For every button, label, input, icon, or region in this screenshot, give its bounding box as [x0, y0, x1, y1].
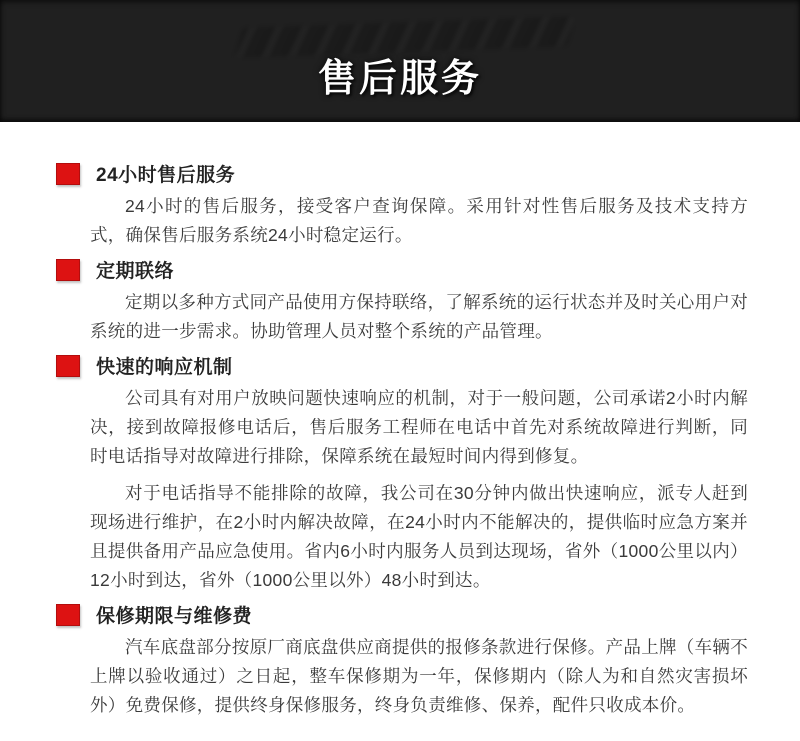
section-heading-row: [56, 603, 748, 627]
section-heading-row: [56, 354, 748, 378]
section-regular-contact: [56, 258, 748, 346]
section-rapid-response: [56, 354, 748, 595]
section-heading-row: [56, 162, 748, 186]
section-warranty-fees: [56, 603, 748, 720]
red-square-bullet-icon: [56, 355, 80, 377]
section-paragraph: 汽车底盘部分按原厂商底盘供应商提供的报修条款进行保修。产品上牌（车辆不上牌以验收通过）之日起，整车保修期为一年，保修期内（除人为和自然灾害损坏外）免费保修，提供终身保修服务，终身负责维修、保养，配件只收成本价。: [90, 637, 748, 715]
watermark: [234, 16, 576, 57]
section-paragraph: 24小时的售后服务，接受客户查询保障。采用针对性售后服务及技术支持方式，确保售后服务系统24小时稳定运行。: [90, 196, 748, 245]
section-heading-row: [56, 258, 748, 282]
page-header-banner: [0, 0, 800, 122]
section-paragraph: 定期以多种方式同产品使用方保持联络，了解系统的运行状态并及时关心用户对系统的进一步需求。协助管理人员对整个系统的产品管理。: [90, 292, 748, 341]
section-24h-service: [56, 162, 748, 250]
section-heading: 保修期限与维修费: [96, 605, 253, 627]
page-title: 售后服务: [317, 58, 482, 100]
red-square-bullet-icon: [56, 259, 80, 281]
red-square-bullet-icon: [56, 604, 80, 626]
section-paragraph: 公司具有对用户放映问题快速响应的机制，对于一般问题，公司承诺2小时内解决，接到故障报修电话后，售后服务工程师在电话中首先对系统故障进行判断，同时电话指导对故障进行排除，保障系统在最短时间内得到修复。: [90, 388, 748, 466]
content-area: [0, 122, 800, 720]
section-heading: 24小时售后服务: [96, 164, 236, 186]
red-square-bullet-icon: [56, 163, 80, 185]
section-heading: 定期联络: [96, 260, 175, 282]
section-heading: 快速的响应机制: [96, 356, 233, 378]
section-paragraph: 对于电话指导不能排除的故障，我公司在30分钟内做出快速响应，派专人赶到现场进行维护，在2小时内解决故障，在24小时内不能解决的，提供临时应急方案并且提供备用产品应急使用。省内6小时内服务人员到达现场，省外（1000公里以内）12小时到达，省外（1000公里以外）48小时到达。: [90, 483, 748, 590]
